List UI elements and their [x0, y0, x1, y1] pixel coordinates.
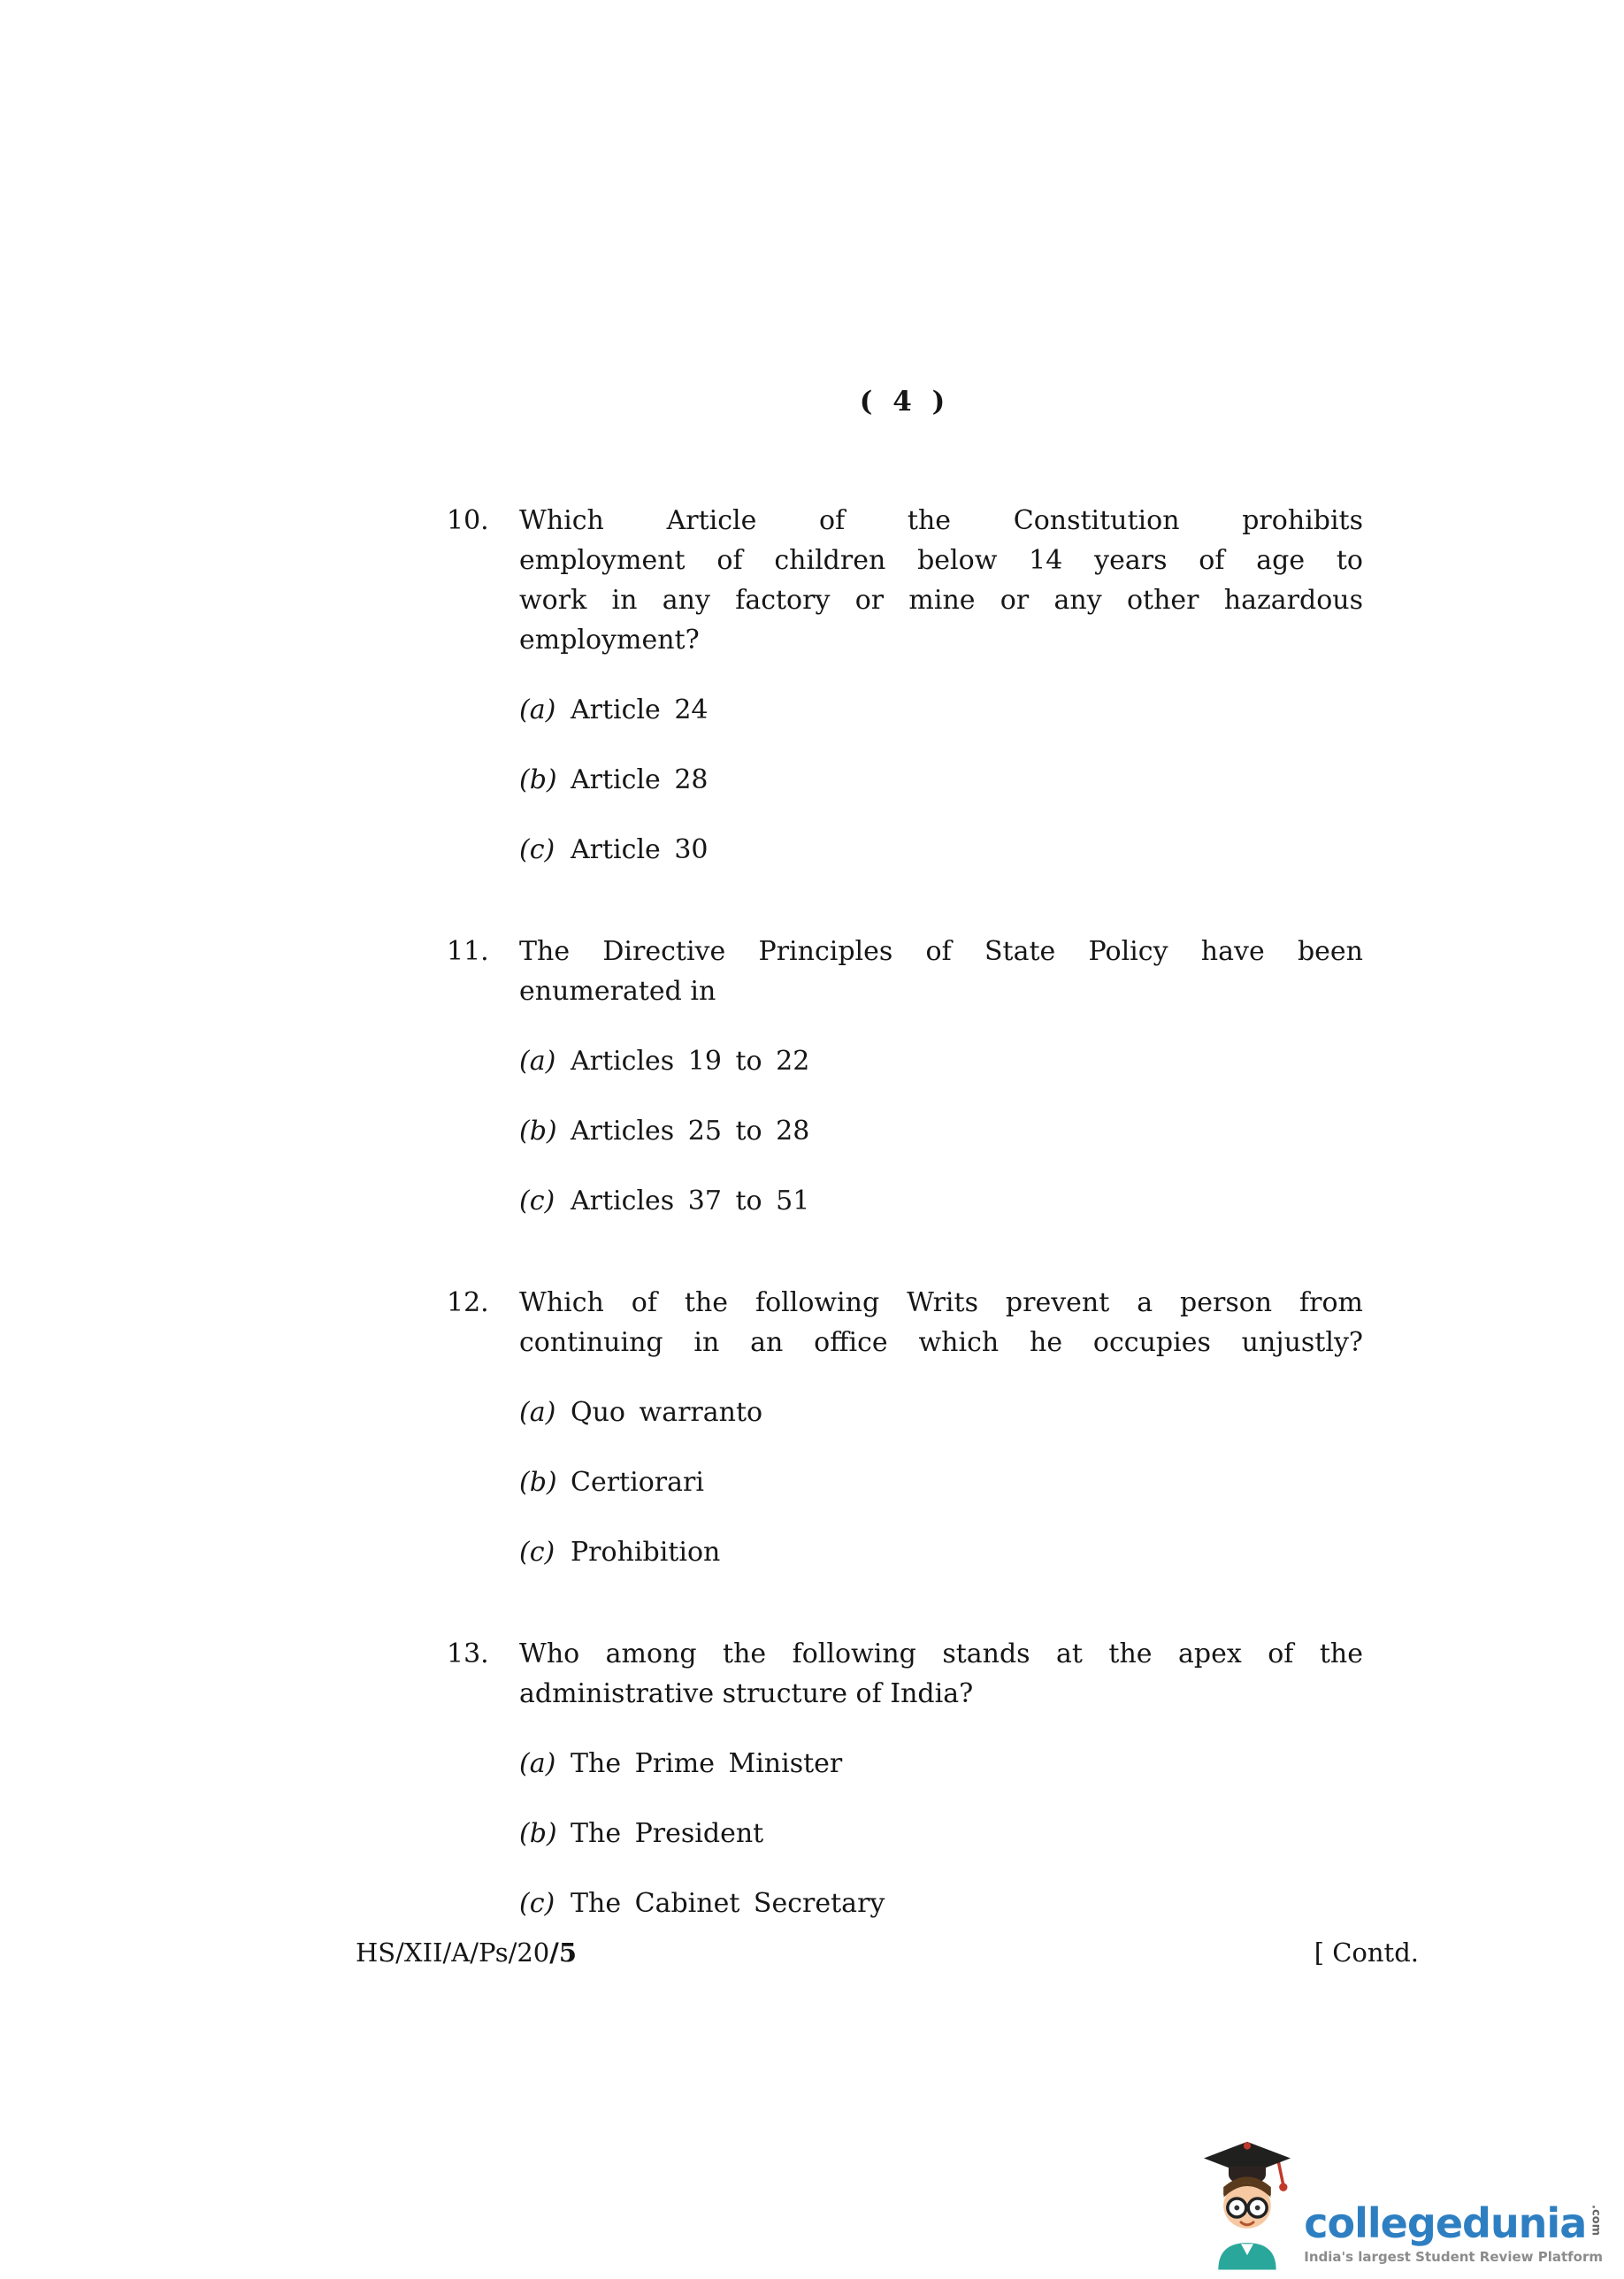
- question-number: 10.: [447, 505, 489, 536]
- option-c: [519, 830, 1363, 870]
- option-text: Articles 25 to 28: [571, 1116, 810, 1147]
- question-number: 12.: [447, 1287, 489, 1318]
- question-line: The Directive Principles of State Policy have been: [519, 936, 1363, 967]
- option-b: [519, 1462, 1363, 1502]
- option-text: Articles 19 to 22: [571, 1046, 810, 1077]
- footer-contd: [ Contd.: [1314, 1938, 1419, 1968]
- option-b: [519, 1111, 1363, 1151]
- option-a: [519, 1393, 1363, 1432]
- page-number: ( 4 ): [859, 386, 951, 418]
- option-text: Quo warranto: [571, 1397, 763, 1428]
- footer-code-bold: /5: [549, 1938, 578, 1968]
- option-b: [519, 1814, 1363, 1853]
- brand-name: collegedunia: [1304, 2199, 1587, 2247]
- question-11: [447, 932, 1363, 1221]
- question-list: [447, 501, 1363, 1923]
- footer-paper-code: [356, 1938, 577, 1968]
- option-label: (b): [519, 1818, 557, 1849]
- question-13: [447, 1634, 1363, 1923]
- option-a: [519, 1041, 1363, 1081]
- question-line: work in any factory or mine or any other hazardous: [519, 585, 1363, 616]
- question-line: continuing in an office which he occupies unjustly?: [519, 1327, 1363, 1358]
- option-label: (a): [519, 1397, 556, 1428]
- question-text: [519, 932, 1363, 1011]
- question-text: [519, 1283, 1363, 1362]
- option-c: [519, 1884, 1363, 1923]
- mascot-icon: [1198, 2137, 1297, 2275]
- option-a: [519, 690, 1363, 730]
- option-b: [519, 760, 1363, 800]
- question-line: administrative structure of India?: [519, 1678, 974, 1709]
- question-12: [447, 1283, 1363, 1572]
- option-text: Prohibition: [571, 1537, 721, 1568]
- question-10: [447, 501, 1363, 870]
- option-text: Articles 37 to 51: [571, 1186, 810, 1216]
- option-label: (a): [519, 1046, 556, 1077]
- brand-suffix: .com: [1589, 2205, 1603, 2237]
- option-text: Article 24: [571, 694, 709, 725]
- question-text: [519, 1634, 1363, 1714]
- page-footer: [356, 1938, 1419, 1968]
- option-c: [519, 1532, 1363, 1572]
- option-a: [519, 1744, 1363, 1784]
- question-text: [519, 501, 1363, 660]
- option-label: (b): [519, 1116, 557, 1147]
- option-label: (c): [519, 834, 555, 865]
- option-text: The Cabinet Secretary: [571, 1888, 885, 1919]
- option-label: (c): [519, 1537, 555, 1568]
- question-line: enumerated in: [519, 976, 716, 1007]
- option-text: Certiorari: [571, 1467, 704, 1498]
- question-line: employment?: [519, 625, 700, 656]
- option-label: (a): [519, 1748, 556, 1779]
- option-label: (b): [519, 764, 557, 795]
- question-line: Who among the following stands at the apex of the: [519, 1638, 1363, 1669]
- option-c: [519, 1181, 1363, 1221]
- question-number: 11.: [447, 936, 489, 967]
- option-text: Article 28: [571, 764, 709, 795]
- question-line: Which Article of the Constitution prohibits: [519, 505, 1363, 536]
- option-text: The Prime Minister: [571, 1748, 843, 1779]
- brand-tagline: India's largest Student Review Platform: [1304, 2249, 1603, 2265]
- question-line: employment of children below 14 years of age to: [519, 545, 1363, 576]
- option-label: (b): [519, 1467, 557, 1498]
- collegedunia-logo: [1198, 2137, 1603, 2275]
- footer-code-text: HS/XII/A/Ps/20: [356, 1938, 550, 1968]
- option-text: The President: [571, 1818, 764, 1849]
- logo-text: [1304, 2199, 1603, 2265]
- option-label: (c): [519, 1888, 555, 1919]
- option-label: (c): [519, 1186, 555, 1216]
- option-label: (a): [519, 694, 556, 725]
- question-number: 13.: [447, 1638, 489, 1669]
- question-line: Which of the following Writs prevent a person from: [519, 1287, 1363, 1318]
- option-text: Article 30: [571, 834, 709, 865]
